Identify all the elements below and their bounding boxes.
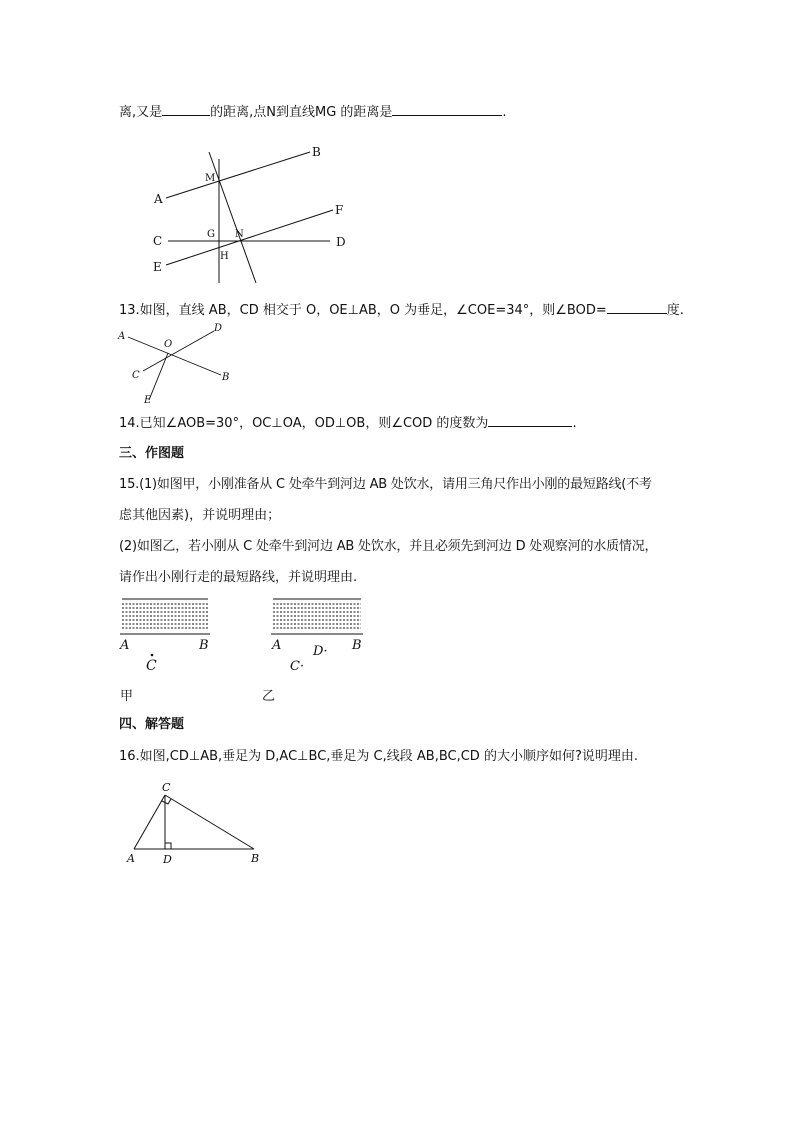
river-waves (122, 604, 208, 628)
line-cd (143, 331, 214, 371)
line-oe (149, 353, 168, 400)
label-c: C (153, 234, 163, 248)
section-3-title: 三、作图题 (119, 446, 185, 461)
label-a: A (118, 331, 126, 342)
q12-part2: 的距离,点N到直线MG 的距离是 (210, 105, 393, 120)
river-waves (273, 604, 361, 628)
q15-line-4: 请作出小刚行走的最短路线，并说明理由. (119, 570, 358, 585)
q16-text: 16.如图,CD⊥AB,垂足为 D,AC⊥BC,垂足为 C,线段 AB,BC,CD 的大小顺序如何?说明理由. (119, 749, 638, 764)
label-d: D (163, 853, 172, 866)
label-d: D (214, 323, 223, 334)
label-a: A (272, 638, 282, 653)
label-c: C· (290, 659, 305, 674)
q12-part1: 离,又是 (119, 105, 163, 120)
q12-blank-2 (392, 102, 502, 116)
label-c: C (146, 658, 157, 674)
section-4-title: 四、解答题 (119, 717, 185, 732)
label-b: B (199, 638, 209, 653)
q15-caption-jia: 甲 (120, 689, 134, 704)
segment-cb (165, 795, 254, 849)
q14-text (119, 413, 577, 433)
point-c (151, 654, 154, 657)
label-a: A (127, 852, 135, 865)
label-b: B (352, 638, 362, 653)
label-n: N (235, 229, 244, 240)
label-f: F (335, 203, 344, 217)
q14-statement: 14.已知∠AOB=30°，OC⊥OA，OD⊥OB，则∠COD 的度数为 (119, 416, 489, 431)
q16-figure (119, 777, 269, 869)
q12-figure (145, 142, 360, 287)
label-m: M (205, 173, 216, 184)
q13-figure (117, 322, 237, 404)
q13-unit: 度. (666, 303, 684, 318)
label-b: B (251, 852, 260, 865)
label-a: A (120, 638, 130, 653)
q14-blank (488, 413, 572, 427)
q13-blank (607, 300, 667, 314)
label-d: D (336, 235, 346, 249)
q15-figure-yi (268, 594, 368, 676)
q13-text (119, 300, 684, 320)
label-b: B (222, 372, 230, 383)
label-c: C (132, 370, 140, 381)
q15-line-2: 虑其他因素)，并说明理由； (119, 508, 281, 523)
q15-figure-jia (117, 594, 217, 676)
label-a: A (154, 192, 163, 206)
label-o: O (164, 339, 173, 350)
right-angle-mark-c (162, 799, 171, 804)
q12-end: . (502, 105, 507, 120)
label-b: B (312, 145, 321, 159)
q15-line-3: (2)如图乙，若小刚从 C 处牵牛到河边 AB 处饮水，并且必须先到河边 D 处观察河的水质情况， (119, 539, 658, 554)
label-c: C (162, 781, 171, 794)
line-ab (166, 152, 310, 198)
q14-end: . (572, 416, 577, 431)
line-ef (166, 210, 333, 265)
segment-ac (134, 795, 165, 849)
q15-line-1: 15.(1)如图甲，小刚准备从 C 处牵牛到河边 AB 处饮水，请用三角尺作出小刚的最短路线(不考 (119, 477, 652, 492)
label-d: D· (313, 644, 328, 659)
q12-text (119, 102, 507, 122)
label-h: H (220, 251, 229, 262)
line-ab (128, 337, 221, 375)
label-g: G (207, 229, 215, 240)
label-e: E (153, 260, 162, 274)
q12-blank-1 (162, 102, 210, 116)
right-angle-mark-d (165, 843, 171, 849)
q15-caption-yi: 乙 (262, 689, 276, 704)
label-e: E (144, 395, 152, 404)
q13-statement: 13.如图，直线 AB，CD 相交于 O，OE⊥AB，O 为垂足，∠COE=34°，则∠BOD= (119, 303, 607, 318)
